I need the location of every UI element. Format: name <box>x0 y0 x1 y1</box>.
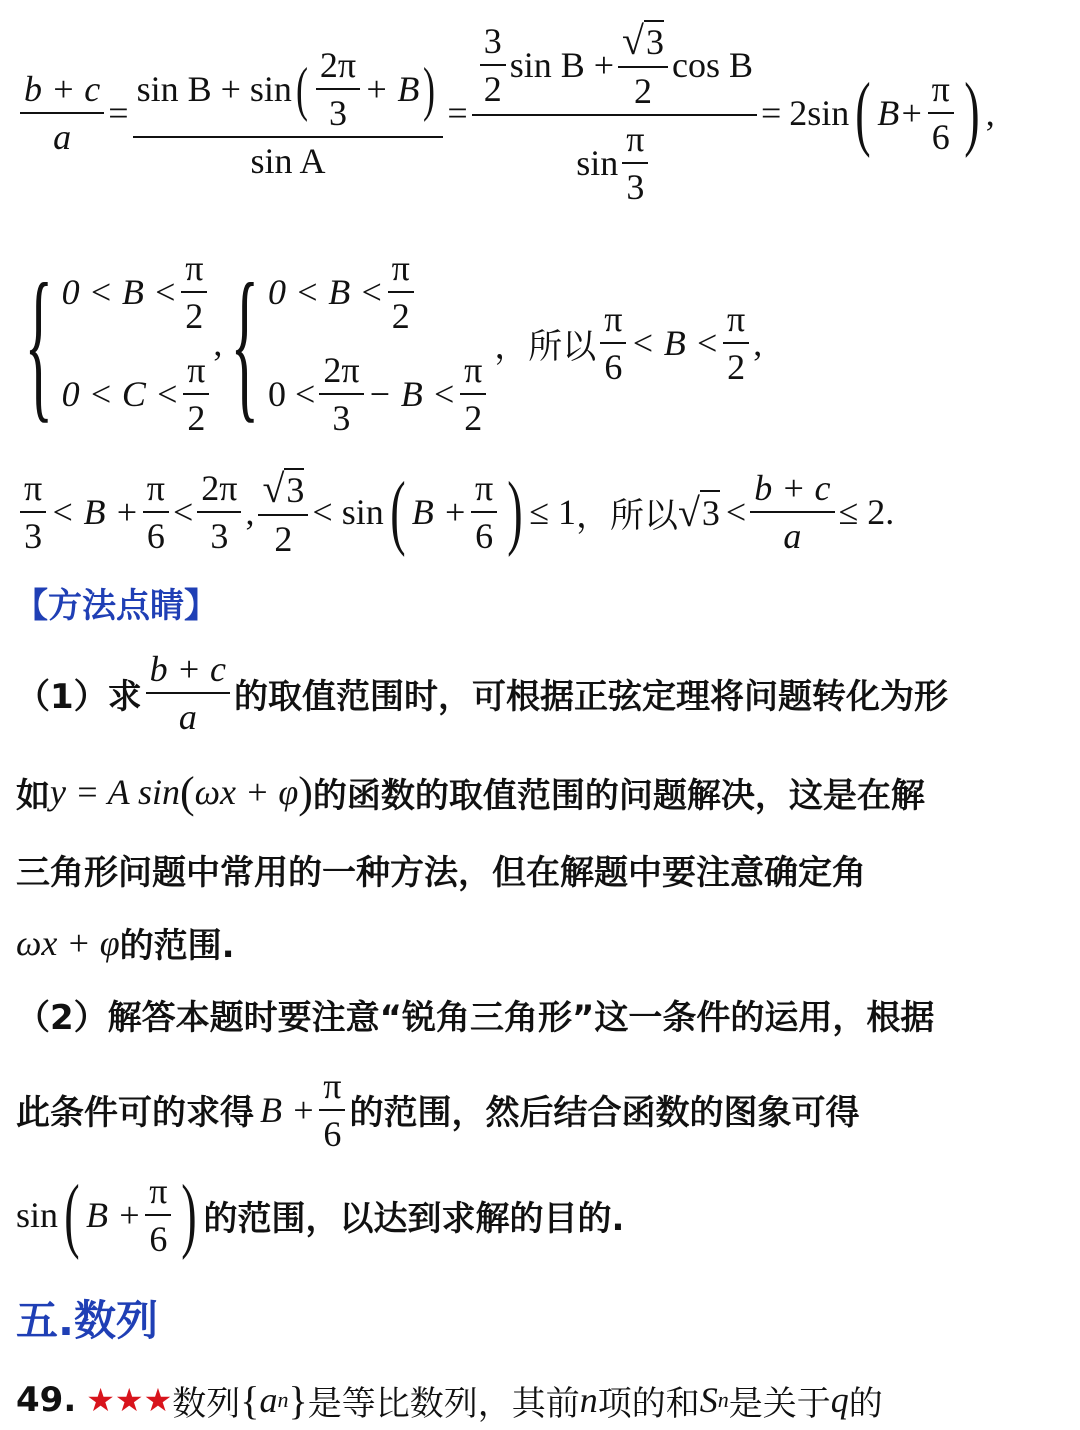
inequality-system-2: 0 < B < $\frac{\pi}{2}$ 0 < $\frac{2\pi}{3}$ − B < $\frac{\pi}{2}$ <box>268 247 490 439</box>
equals-sign: = <box>760 92 782 133</box>
question-number: 49. <box>16 1380 77 1420</box>
fraction-expanded: $\frac{3}{2}$ sin B + $\frac{√3}{2}$ cos B sin $\frac{\pi}{3}$ <box>472 17 757 208</box>
equation-line-3: $\frac{\pi}{3}$ < B + $\frac{\pi}{6}$ < $\frac{2\pi}{3}$ , $\frac{√3}{2}$ < sin ( B + $\frac{\pi}{6}$ ) ≤ 1 ，所以 √ 3 < $\frac{b + c}{a}$ ≤ 2. <box>16 462 894 562</box>
question-49: 49. ★★★ 数列 { a n } 是等比数列，其前 n 项的和 S n 是关于 q 的 <box>16 1377 883 1424</box>
method-point-2-line-1: （2）解答本题时要注意“锐角三角形”这一条件的运用，根据 <box>16 998 935 1038</box>
equals-sign: = <box>447 92 468 133</box>
fraction-b-plus-c-over-a: $\frac{b + c}{a}$ <box>20 68 104 158</box>
difficulty-stars: ★★★ <box>86 1381 173 1419</box>
method-title: 【方法点睛】 <box>14 586 218 626</box>
method-point-1-line-1: （1）求 $\frac{b + c}{a}$ 的取值范围时，可根据正弦定理将问题转化为形 <box>16 649 948 737</box>
method-point-2-line-2: 此条件可的求得 B + $\frac{\pi}{6}$ 的范围，然后结合函数的图象可得 <box>16 1065 860 1154</box>
fraction-sine-sum: sin B + sin ( $\frac{2\pi}{3}$ + B ) sin A <box>133 44 444 182</box>
left-brace: { <box>24 249 54 437</box>
section-title: 五.数列 <box>16 1296 158 1345</box>
left-brace: { <box>230 249 260 437</box>
method-point-2-line-3: sin ( B + $\frac{\pi}{6}$ ) 的范围，以达到求解的目的. <box>16 1168 625 1261</box>
equation-line-2: { 0 < B < $\frac{\pi}{2}$ 0 < C < $\frac{\pi}{2}$ , { 0 < B < $\frac{\pi}{2}$ 0 < $\frac{2\pi}{3}$ − B < $\frac{\pi}{2}$ ，所以 $\frac{\pi}{6}$ < B < $\frac{\pi}{2}$ , <box>24 248 763 438</box>
equals-sign: = <box>108 92 129 133</box>
inequality-system-1: 0 < B < $\frac{\pi}{2}$ 0 < C < $\frac{\pi}{2}$ <box>62 247 214 439</box>
equation-line-1: $\frac{b + c}{a}$ = sin B + sin ( $\frac{2\pi}{3}$ + B ) sin A = $\frac{3}{2}$ sin B + $\frac{√3}{2}$ cos B sin $\frac{\pi}{3}$ = 2sin ( B+ $\frac{\pi}{6}$ ) , <box>16 10 995 215</box>
method-point-1-line-2: 如 y = A sin ( ωx + φ ) 的函数的取值范围的问题解决，这是在解 <box>16 767 925 817</box>
method-point-1-line-3: 三角形问题中常用的一种方法，但在解题中要注意确定角 <box>16 853 866 893</box>
method-point-1-line-4: ωx + φ 的范围. <box>16 922 235 966</box>
